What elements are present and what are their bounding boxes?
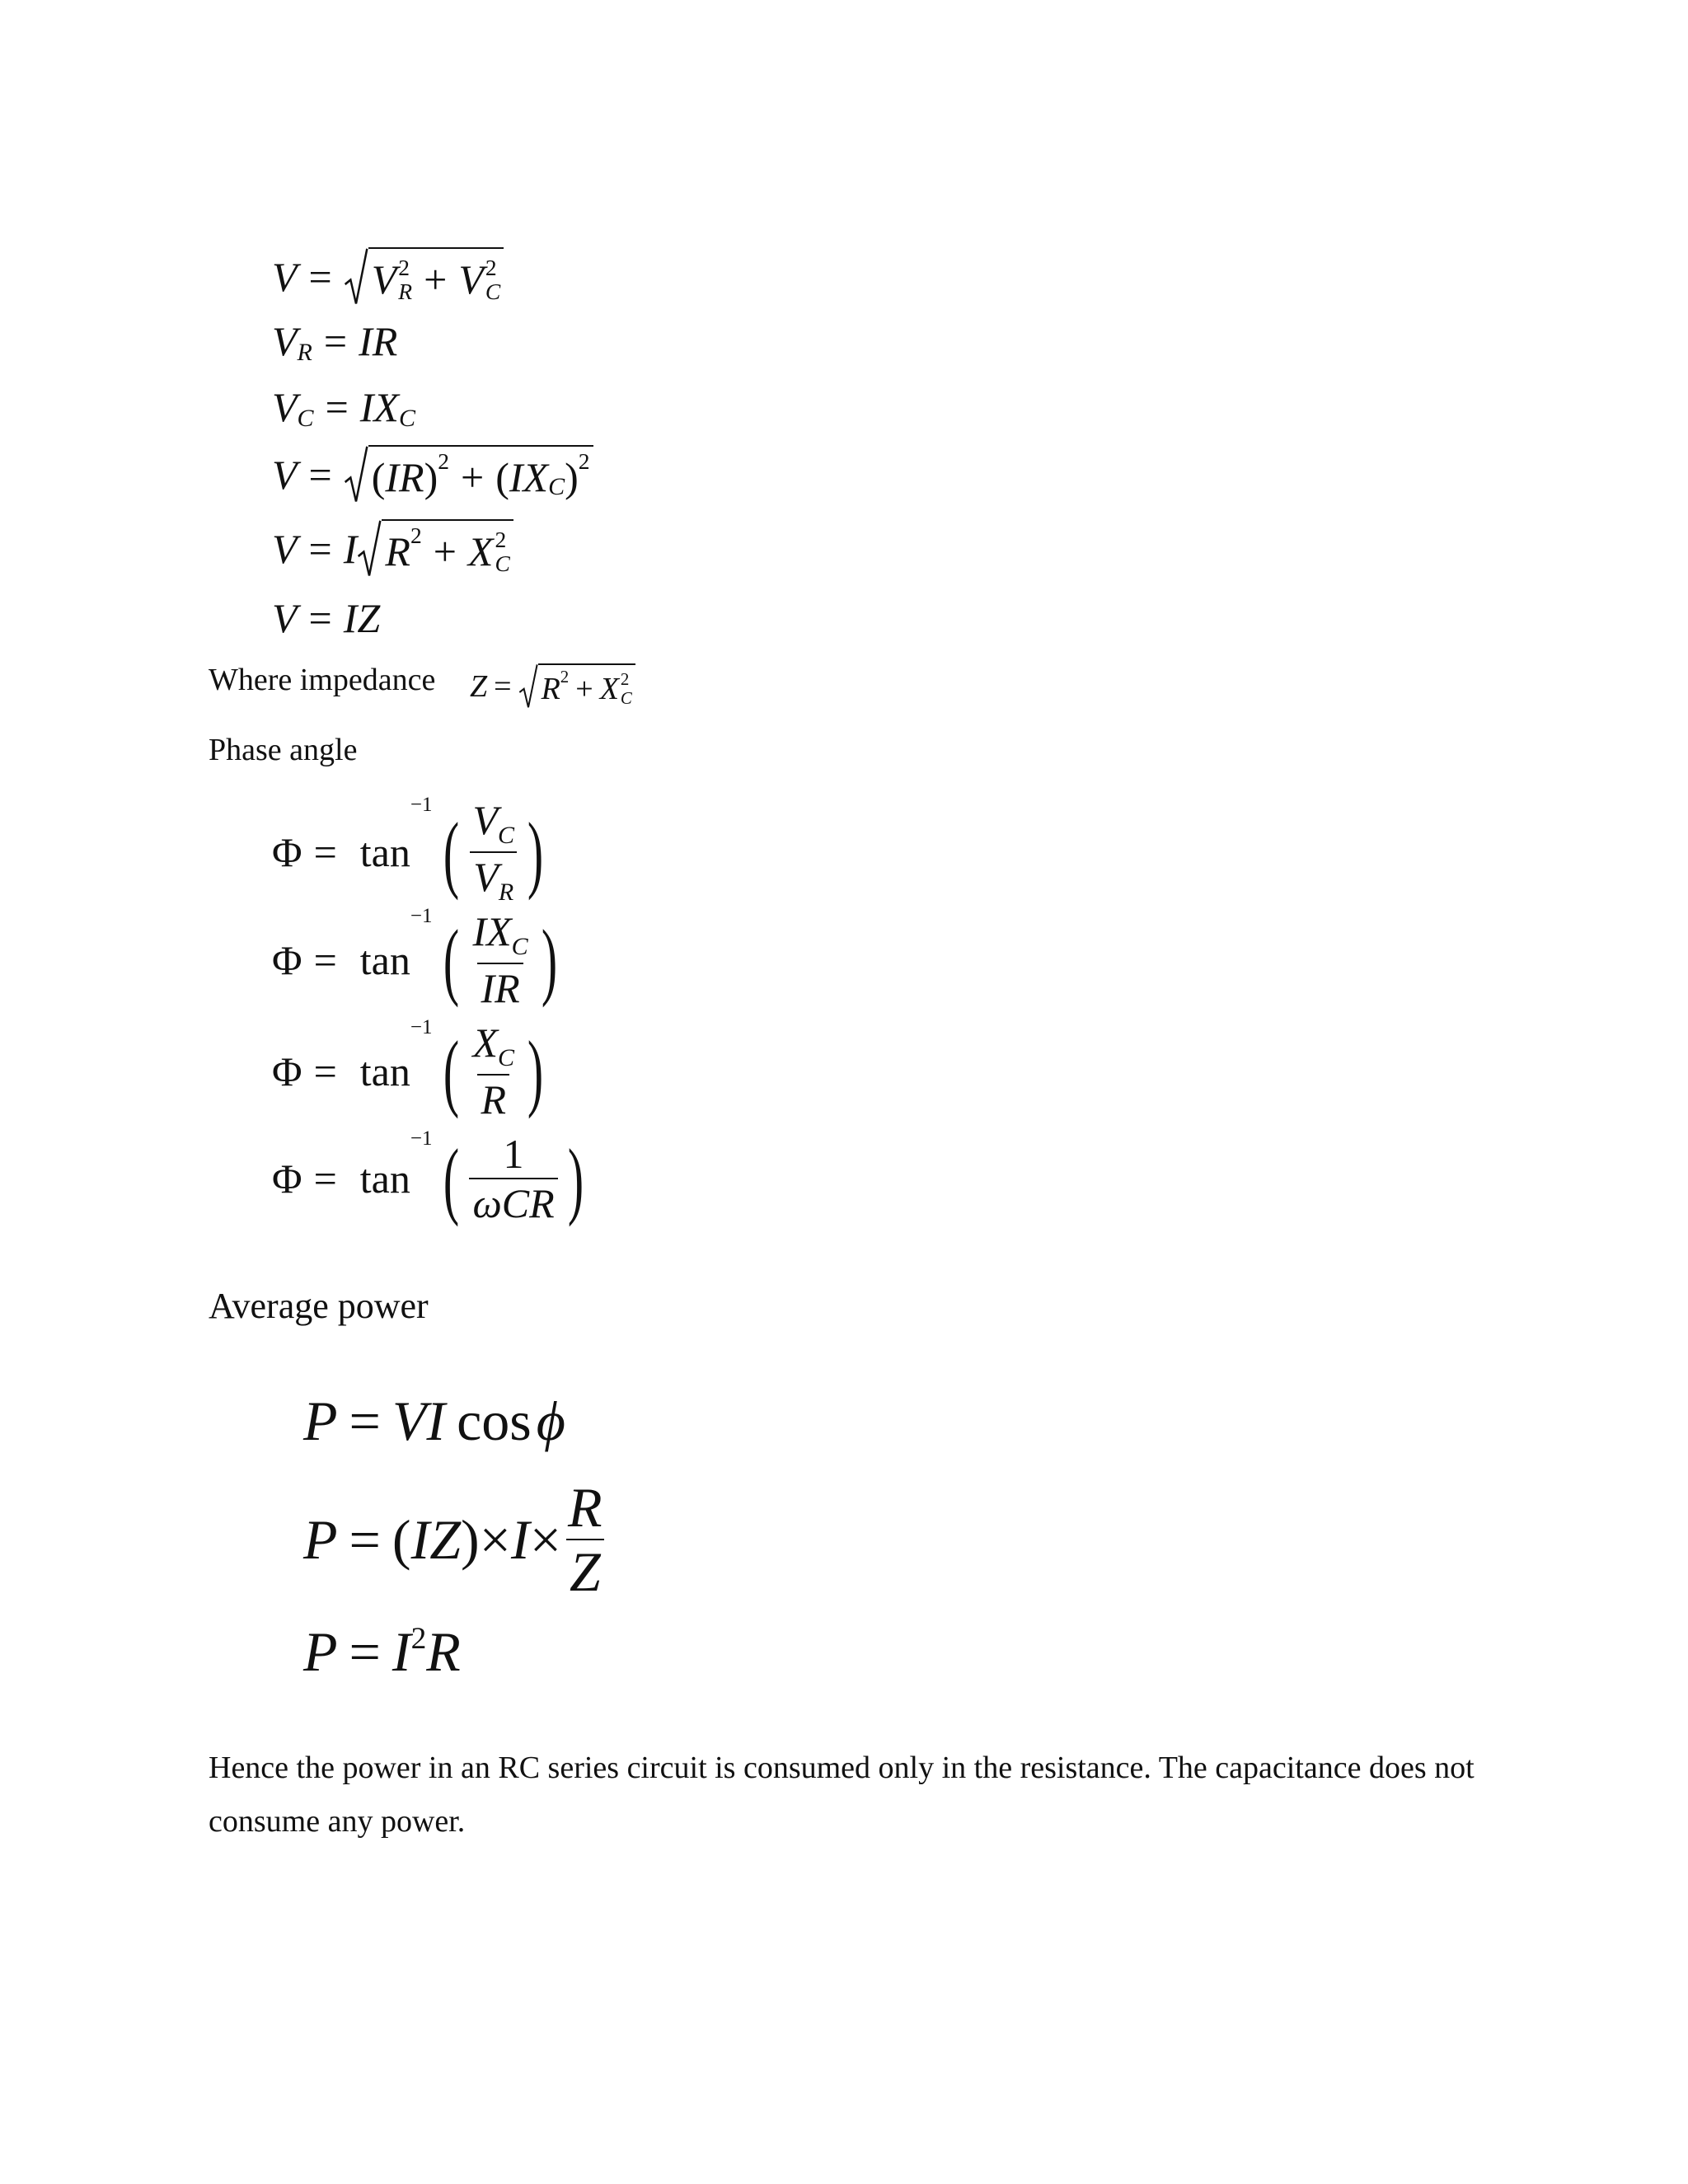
equation-resistor-voltage: V $_R$ = IR [272,318,398,366]
equation-phase-current-ratio: Φ = tan −1 ( $\frac{IX_C}{IR}$ ) [272,905,557,1011]
equation-voltage-factored: V = I R $^2$ + X 2 C [272,519,513,579]
equation-power-cosine: P = VI cos ϕ [303,1390,565,1452]
equation-total-voltage: V = V 2 R + V 2 C [272,247,504,307]
equation-phase-omega-form: Φ = tan −1 ( $\frac{1}{\text{ωCR}}$ ) [272,1127,584,1227]
radical-sign-icon [518,663,538,710]
conclusion-paragraph-line-2: consume any power. [209,1804,466,1839]
equation-phase-voltage-ratio: Φ = tan −1 ( $\frac{V_C}{V_R}$ ) [272,794,544,906]
radical-sign-icon [357,519,382,579]
equation-phase-reactance-ratio: Φ = tan −1 ( $\frac{X_C}{R}$ ) [272,1016,544,1122]
impedance-label: Where impedance [209,663,436,697]
radical-sign-icon [344,445,368,504]
equation-power-final: P = I $^2$ R [303,1620,461,1683]
conclusion-paragraph-line-1: Hence the power in an RC series circuit is consumed only in the resistance. The capacitance does not [209,1750,1475,1785]
equation-capacitor-voltage: V $_C$ = IX $_C$ [272,384,415,432]
radical-sign-icon [344,247,368,307]
phase-angle-label: Phase angle [209,733,358,767]
equation-power-substitution: P = ( IZ )× I × $\frac{R}{Z}$ [303,1479,609,1600]
equation-voltage-current-form: V = ( IR ) $^2$ + ( IX $_C$ ) 2 [272,445,593,504]
average-power-heading: Average power [209,1286,429,1326]
equation-impedance: Z = R $^2$ + X 2 C [470,663,635,710]
equation-ohms-law-impedance: V = IZ [272,595,381,641]
